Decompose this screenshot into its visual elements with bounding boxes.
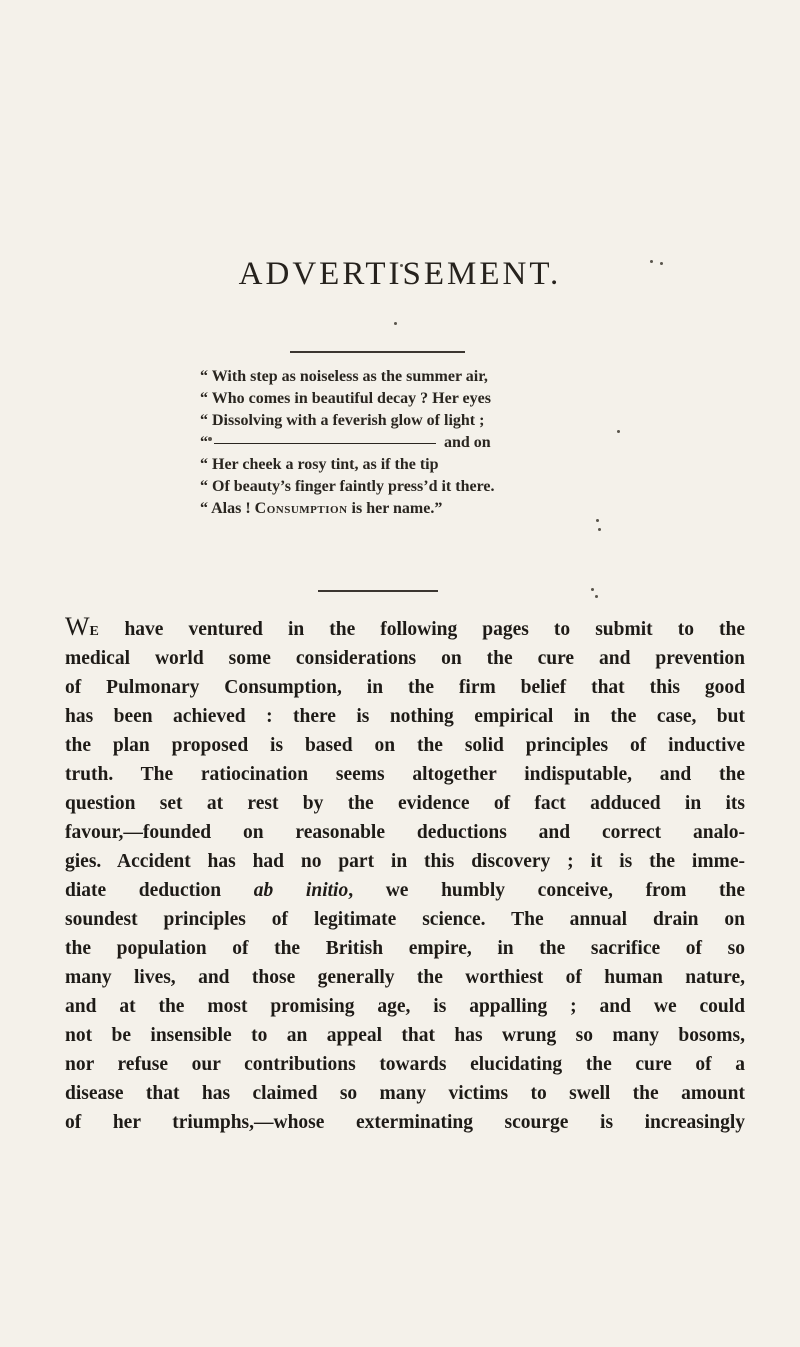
- latin-phrase: ab initio: [253, 880, 349, 901]
- poem-line: “ Her cheek a rosy tint, as if the tip: [200, 456, 439, 473]
- body-line: favour,—founded on reasonable deductions and correct analo-: [65, 822, 745, 843]
- body-line: has been achieved : there is nothing empirical in the case, but: [65, 706, 745, 727]
- poem-broken-line-end: and on: [444, 434, 491, 451]
- body-line: many lives, and those generally the worthiest of human nature,: [65, 967, 745, 988]
- poem-epigraph: [200, 366, 600, 520]
- body-italic-line-end: , we humbly conceive, from the: [348, 880, 745, 901]
- body-line: question set at rest by the evidence of fact adduced in its: [65, 793, 745, 814]
- poem-broken-line: [200, 432, 600, 454]
- poem-line: “ Dissolving with a feverish glow of light ;: [200, 412, 485, 429]
- body-line: not be insensible to an appeal that has wrung so many bosoms,: [65, 1025, 745, 1046]
- poem-last-line-end: is her name.”: [347, 500, 443, 517]
- body-line: gies. Accident has had no part in this discovery ; it is the imme-: [65, 851, 745, 872]
- page-title: ADVERTISEMENT.: [238, 256, 562, 292]
- body-line: medical world some considerations on the cure and prevention: [65, 648, 745, 669]
- top-divider: [290, 351, 465, 353]
- body-line: of Pulmonary Consumption, in the firm belief that this good: [65, 677, 745, 698]
- body-line: [65, 612, 745, 644]
- body-initial-letter: W: [65, 612, 90, 641]
- poem-last-line-start: “ Alas !: [200, 500, 255, 517]
- body-line: disease that has claimed so many victims to swell the amount: [65, 1083, 745, 1104]
- body-line: [65, 876, 745, 905]
- body-line: the population of the British empire, in the sacrifice of so: [65, 938, 745, 959]
- ellipsis-dash: [214, 443, 436, 444]
- poem-last-line: [200, 498, 600, 520]
- poem-consumption-word: Consumption: [254, 500, 348, 517]
- poem-line: “ Of beauty’s finger faintly press’d it there.: [200, 478, 495, 495]
- body-line: of her triumphs,—whose exterminating scourge is increasingly: [65, 1112, 745, 1133]
- body-line: nor refuse our contributions towards elucidating the cure of a: [65, 1054, 745, 1075]
- body-initial-rest: e: [89, 619, 100, 640]
- middle-divider: [318, 590, 438, 592]
- body-line-1-rest: have ventured in the following pages to submit to the: [99, 619, 745, 640]
- advertisement-body: [65, 612, 745, 1137]
- body-line: truth. The ratiocination seems altogether indisputable, and the: [65, 764, 745, 785]
- poem-broken-line-start: “: [200, 434, 208, 451]
- body-line: and at the most promising age, is appalling ; and we could: [65, 996, 745, 1017]
- poem-line: “ Who comes in beautiful decay ? Her eyes: [200, 390, 491, 407]
- body-italic-line-start: diate deduction: [65, 880, 254, 901]
- body-line: soundest principles of legitimate science. The annual drain on: [65, 909, 745, 930]
- poem-line: “ With step as noiseless as the summer air,: [200, 368, 488, 385]
- body-line: the plan proposed is based on the solid principles of inductive: [65, 735, 745, 756]
